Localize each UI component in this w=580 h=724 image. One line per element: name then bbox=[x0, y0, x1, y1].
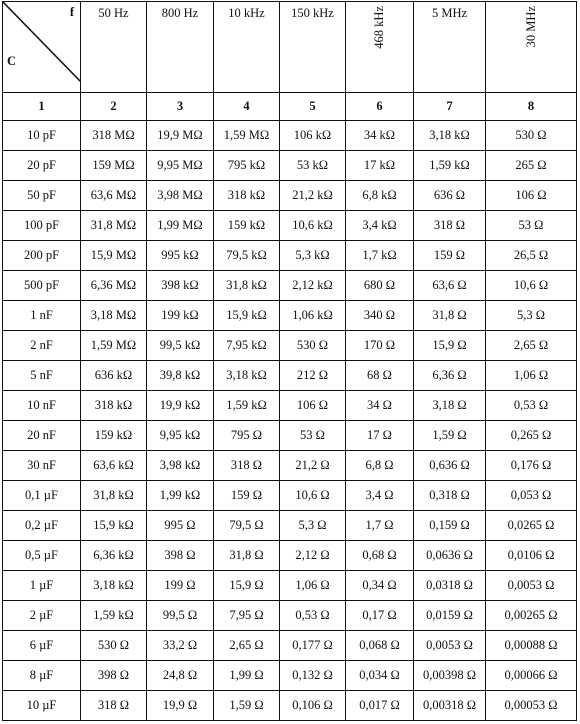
capacitance-cell: 50 pF bbox=[3, 181, 81, 211]
capacitance-cell: 30 nF bbox=[3, 451, 81, 481]
reactance-cell: 21,2 kΩ bbox=[280, 181, 346, 211]
reactance-cell: 0,636 Ω bbox=[414, 451, 486, 481]
reactance-cell: 3,4 kΩ bbox=[346, 211, 414, 241]
reactance-cell: 1,59 Ω bbox=[414, 421, 486, 451]
table-row bbox=[3, 601, 577, 631]
frequency-label: 10 kHz bbox=[228, 6, 265, 20]
table-row bbox=[3, 391, 577, 421]
reactance-cell: 1,7 Ω bbox=[346, 511, 414, 541]
reactance-cell: 0,265 Ω bbox=[486, 421, 577, 451]
reactance-cell: 0,177 Ω bbox=[280, 631, 346, 661]
reactance-cell: 0,106 Ω bbox=[280, 691, 346, 721]
frequency-label: 468 kHz bbox=[372, 6, 386, 49]
reactance-cell: 1,59 kΩ bbox=[414, 151, 486, 181]
reactance-cell: 0,00398 Ω bbox=[414, 661, 486, 691]
reactance-cell: 26,5 Ω bbox=[486, 241, 577, 271]
capacitance-axis-label: C bbox=[7, 54, 17, 68]
frequency-label: 5 MHz bbox=[431, 6, 468, 20]
reactance-cell: 5,3 Ω bbox=[280, 511, 346, 541]
reactance-cell: 53 Ω bbox=[486, 211, 577, 241]
reactance-cell: 15,9 Ω bbox=[414, 331, 486, 361]
reactance-cell: 318 MΩ bbox=[81, 121, 147, 151]
reactance-cell: 31,8 Ω bbox=[214, 541, 280, 571]
reactance-cell: 53 kΩ bbox=[280, 151, 346, 181]
reactance-cell: 636 kΩ bbox=[81, 361, 147, 391]
frequency-axis-label: f bbox=[69, 5, 74, 19]
reactance-cell: 1,06 Ω bbox=[486, 361, 577, 391]
reactance-cell: 6,8 kΩ bbox=[346, 181, 414, 211]
reactance-cell: 3,98 MΩ bbox=[147, 181, 214, 211]
capacitance-cell: 200 pF bbox=[3, 241, 81, 271]
capacitance-cell: 1 nF bbox=[3, 301, 81, 331]
reactance-cell: 10,6 Ω bbox=[486, 271, 577, 301]
reactance-cell: 0,17 Ω bbox=[346, 601, 414, 631]
capacitance-cell: 2 µF bbox=[3, 601, 81, 631]
column-number-cell: 3 bbox=[147, 93, 214, 121]
reactance-cell: 0,0053 Ω bbox=[486, 571, 577, 601]
reactance-cell: 7,95 kΩ bbox=[214, 331, 280, 361]
reactance-cell: 99,5 Ω bbox=[147, 601, 214, 631]
reactance-cell: 79,5 Ω bbox=[214, 511, 280, 541]
reactance-cell: 31,8 MΩ bbox=[81, 211, 147, 241]
table-row bbox=[3, 631, 577, 661]
reactance-cell: 530 Ω bbox=[486, 121, 577, 151]
reactance-cell: 1,59 kΩ bbox=[81, 601, 147, 631]
reactance-cell: 0,034 Ω bbox=[346, 661, 414, 691]
corner-cell bbox=[3, 2, 81, 93]
table-row bbox=[3, 331, 577, 361]
reactance-cell: 340 Ω bbox=[346, 301, 414, 331]
reactance-cell: 318 kΩ bbox=[81, 391, 147, 421]
reactance-cell: 1,59 Ω bbox=[214, 691, 280, 721]
reactance-cell: 398 Ω bbox=[81, 661, 147, 691]
reactance-cell: 2,12 Ω bbox=[280, 541, 346, 571]
reactance-cell: 0,00318 Ω bbox=[414, 691, 486, 721]
reactance-cell: 19,9 MΩ bbox=[147, 121, 214, 151]
reactance-cell: 0,176 Ω bbox=[486, 451, 577, 481]
reactance-cell: 3,18 Ω bbox=[414, 391, 486, 421]
table-row bbox=[3, 271, 577, 301]
table-row bbox=[3, 511, 577, 541]
capacitance-cell: 10 nF bbox=[3, 391, 81, 421]
reactance-cell: 2,12 kΩ bbox=[280, 271, 346, 301]
reactance-cell: 31,8 kΩ bbox=[214, 271, 280, 301]
reactance-cell: 318 Ω bbox=[214, 451, 280, 481]
reactance-cell: 5,3 kΩ bbox=[280, 241, 346, 271]
capacitance-cell: 6 µF bbox=[3, 631, 81, 661]
frequency-header-cell bbox=[346, 2, 414, 93]
reactance-cell: 106 Ω bbox=[486, 181, 577, 211]
reactance-cell: 1,06 Ω bbox=[280, 571, 346, 601]
reactance-cell: 318 Ω bbox=[414, 211, 486, 241]
reactance-cell: 63,6 kΩ bbox=[81, 451, 147, 481]
frequency-header-cell bbox=[81, 2, 147, 93]
reactance-cell: 3,18 kΩ bbox=[81, 571, 147, 601]
reactance-cell: 0,0318 Ω bbox=[414, 571, 486, 601]
reactance-cell: 530 Ω bbox=[81, 631, 147, 661]
capacitance-cell: 0,1 µF bbox=[3, 481, 81, 511]
table-row bbox=[3, 121, 577, 151]
table-row bbox=[3, 571, 577, 601]
reactance-cell: 0,132 Ω bbox=[280, 661, 346, 691]
capacitance-cell: 20 nF bbox=[3, 421, 81, 451]
reactance-cell: 15,9 kΩ bbox=[214, 301, 280, 331]
reactance-cell: 995 Ω bbox=[147, 511, 214, 541]
column-number-cell: 2 bbox=[81, 93, 147, 121]
reactance-cell: 265 Ω bbox=[486, 151, 577, 181]
reactance-cell: 17 kΩ bbox=[346, 151, 414, 181]
capacitance-cell: 500 pF bbox=[3, 271, 81, 301]
column-number-cell: 1 bbox=[3, 93, 81, 121]
table-row bbox=[3, 151, 577, 181]
reactance-cell: 106 Ω bbox=[280, 391, 346, 421]
reactance-table bbox=[2, 1, 577, 721]
reactance-cell: 199 kΩ bbox=[147, 301, 214, 331]
table-row bbox=[3, 361, 577, 391]
reactance-cell: 19,9 Ω bbox=[147, 691, 214, 721]
reactance-cell: 318 kΩ bbox=[214, 181, 280, 211]
reactance-cell: 680 Ω bbox=[346, 271, 414, 301]
reactance-cell: 0,0265 Ω bbox=[486, 511, 577, 541]
reactance-cell: 34 kΩ bbox=[346, 121, 414, 151]
capacitance-cell: 100 pF bbox=[3, 211, 81, 241]
frequency-header-cell bbox=[486, 2, 577, 93]
reactance-cell: 1,99 Ω bbox=[214, 661, 280, 691]
capacitance-cell: 8 µF bbox=[3, 661, 81, 691]
reactance-cell: 995 kΩ bbox=[147, 241, 214, 271]
reactance-cell: 79,5 kΩ bbox=[214, 241, 280, 271]
header-row bbox=[3, 2, 577, 93]
table-row bbox=[3, 451, 577, 481]
reactance-cell: 795 kΩ bbox=[214, 151, 280, 181]
reactance-cell: 0,068 Ω bbox=[346, 631, 414, 661]
reactance-cell: 63,6 Ω bbox=[414, 271, 486, 301]
reactance-cell: 10,6 Ω bbox=[280, 481, 346, 511]
reactance-cell: 106 kΩ bbox=[280, 121, 346, 151]
capacitance-cell: 20 pF bbox=[3, 151, 81, 181]
reactance-cell: 170 Ω bbox=[346, 331, 414, 361]
reactance-cell: 0,00066 Ω bbox=[486, 661, 577, 691]
capacitance-cell: 0,2 µF bbox=[3, 511, 81, 541]
reactance-cell: 15,9 Ω bbox=[214, 571, 280, 601]
column-number-cell: 4 bbox=[214, 93, 280, 121]
reactance-cell: 795 Ω bbox=[214, 421, 280, 451]
reactance-cell: 0,0159 Ω bbox=[414, 601, 486, 631]
column-number-cell: 7 bbox=[414, 93, 486, 121]
reactance-cell: 1,06 kΩ bbox=[280, 301, 346, 331]
reactance-cell: 0,0106 Ω bbox=[486, 541, 577, 571]
frequency-header-cell bbox=[214, 2, 280, 93]
reactance-cell: 0,318 Ω bbox=[414, 481, 486, 511]
reactance-cell: 63,6 MΩ bbox=[81, 181, 147, 211]
table-row bbox=[3, 301, 577, 331]
reactance-cell: 398 Ω bbox=[147, 541, 214, 571]
reactance-cell: 31,8 Ω bbox=[414, 301, 486, 331]
reactance-cell: 3,18 kΩ bbox=[214, 361, 280, 391]
reactance-cell: 6,36 Ω bbox=[414, 361, 486, 391]
reactance-cell: 530 Ω bbox=[280, 331, 346, 361]
table-row bbox=[3, 481, 577, 511]
reactance-cell: 0,68 Ω bbox=[346, 541, 414, 571]
reactance-cell: 159 kΩ bbox=[214, 211, 280, 241]
reactance-cell: 19,9 kΩ bbox=[147, 391, 214, 421]
reactance-cell: 3,18 MΩ bbox=[81, 301, 147, 331]
reactance-cell: 1,99 MΩ bbox=[147, 211, 214, 241]
frequency-label: 150 kHz bbox=[291, 6, 334, 20]
reactance-cell: 31,8 kΩ bbox=[81, 481, 147, 511]
reactance-cell: 6,36 MΩ bbox=[81, 271, 147, 301]
reactance-cell: 5,3 Ω bbox=[486, 301, 577, 331]
reactance-cell: 398 kΩ bbox=[147, 271, 214, 301]
reactance-cell: 0,00265 Ω bbox=[486, 601, 577, 631]
reactance-cell: 1,59 MΩ bbox=[81, 331, 147, 361]
frequency-label: 50 Hz bbox=[98, 6, 129, 20]
reactance-cell: 0,0636 Ω bbox=[414, 541, 486, 571]
table-row bbox=[3, 661, 577, 691]
reactance-cell: 6,8 Ω bbox=[346, 451, 414, 481]
reactance-table-container bbox=[2, 1, 577, 721]
capacitance-cell: 2 nF bbox=[3, 331, 81, 361]
table-row bbox=[3, 541, 577, 571]
reactance-cell: 17 Ω bbox=[346, 421, 414, 451]
reactance-cell: 2,65 Ω bbox=[486, 331, 577, 361]
capacitance-cell: 1 µF bbox=[3, 571, 81, 601]
reactance-cell: 0,34 Ω bbox=[346, 571, 414, 601]
reactance-cell: 21,2 Ω bbox=[280, 451, 346, 481]
reactance-cell: 9,95 kΩ bbox=[147, 421, 214, 451]
reactance-cell: 159 Ω bbox=[414, 241, 486, 271]
column-number-cell: 8 bbox=[486, 93, 577, 121]
reactance-cell: 6,36 kΩ bbox=[81, 541, 147, 571]
frequency-label: 30 MHz bbox=[523, 6, 538, 48]
reactance-cell: 33,2 Ω bbox=[147, 631, 214, 661]
reactance-cell: 3,4 Ω bbox=[346, 481, 414, 511]
reactance-cell: 3,98 kΩ bbox=[147, 451, 214, 481]
column-number-cell: 6 bbox=[346, 93, 414, 121]
reactance-cell: 0,159 Ω bbox=[414, 511, 486, 541]
reactance-cell: 159 Ω bbox=[214, 481, 280, 511]
reactance-cell: 68 Ω bbox=[346, 361, 414, 391]
reactance-cell: 2,65 Ω bbox=[214, 631, 280, 661]
reactance-cell: 53 Ω bbox=[280, 421, 346, 451]
reactance-cell: 1,7 kΩ bbox=[346, 241, 414, 271]
reactance-cell: 7,95 Ω bbox=[214, 601, 280, 631]
reactance-cell: 99,5 kΩ bbox=[147, 331, 214, 361]
frequency-header-cell bbox=[147, 2, 214, 93]
reactance-cell: 15,9 kΩ bbox=[81, 511, 147, 541]
reactance-cell: 0,53 Ω bbox=[280, 601, 346, 631]
reactance-cell: 0,53 Ω bbox=[486, 391, 577, 421]
reactance-cell: 34 Ω bbox=[346, 391, 414, 421]
table-row bbox=[3, 421, 577, 451]
frequency-header-cell bbox=[280, 2, 346, 93]
reactance-cell: 24,8 Ω bbox=[147, 661, 214, 691]
reactance-cell: 159 kΩ bbox=[81, 421, 147, 451]
reactance-cell: 0,017 Ω bbox=[346, 691, 414, 721]
reactance-cell: 0,0053 Ω bbox=[414, 631, 486, 661]
capacitance-cell: 5 nF bbox=[3, 361, 81, 391]
table-row bbox=[3, 211, 577, 241]
capacitance-cell: 0,5 µF bbox=[3, 541, 81, 571]
column-number-cell: 5 bbox=[280, 93, 346, 121]
reactance-cell: 0,00088 Ω bbox=[486, 631, 577, 661]
reactance-cell: 318 Ω bbox=[81, 691, 147, 721]
reactance-cell: 1,59 kΩ bbox=[214, 391, 280, 421]
reactance-cell: 199 Ω bbox=[147, 571, 214, 601]
reactance-cell: 0,053 Ω bbox=[486, 481, 577, 511]
reactance-cell: 9,95 MΩ bbox=[147, 151, 214, 181]
reactance-cell: 1,59 MΩ bbox=[214, 121, 280, 151]
reactance-cell: 3,18 kΩ bbox=[414, 121, 486, 151]
reactance-cell: 212 Ω bbox=[280, 361, 346, 391]
column-number-row bbox=[3, 93, 577, 121]
frequency-label: 800 Hz bbox=[161, 6, 199, 20]
table-row bbox=[3, 241, 577, 271]
reactance-cell: 1,99 kΩ bbox=[147, 481, 214, 511]
reactance-cell: 636 Ω bbox=[414, 181, 486, 211]
reactance-cell: 39,8 kΩ bbox=[147, 361, 214, 391]
reactance-cell: 0,00053 Ω bbox=[486, 691, 577, 721]
frequency-header-cell bbox=[414, 2, 486, 93]
table-row bbox=[3, 691, 577, 721]
table-row bbox=[3, 181, 577, 211]
reactance-cell: 10,6 kΩ bbox=[280, 211, 346, 241]
capacitance-cell: 10 pF bbox=[3, 121, 81, 151]
reactance-cell: 159 MΩ bbox=[81, 151, 147, 181]
reactance-cell: 15,9 MΩ bbox=[81, 241, 147, 271]
capacitance-cell: 10 µF bbox=[3, 691, 81, 721]
